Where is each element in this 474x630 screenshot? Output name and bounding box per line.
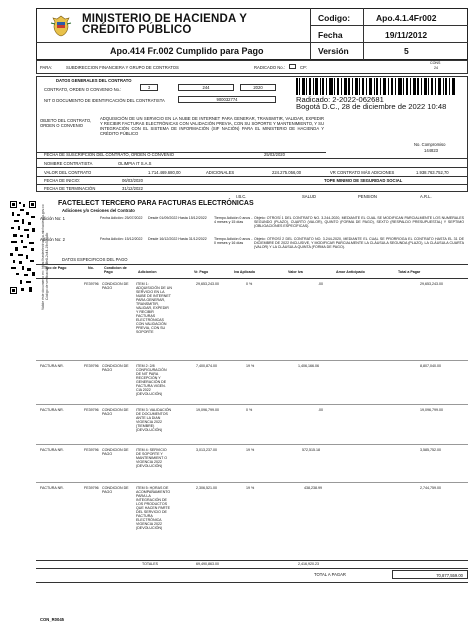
row-no: FE39796 bbox=[84, 364, 99, 368]
row-total: 19,096,799.00 bbox=[420, 408, 443, 412]
adicion-2-objeto: Objeto: OTROSÍ 2 DEL CONTRATO NO. 3.244-2020, MEDIANTE EL CUAL SE PRORROGA EL CONTRATO HASTA EL 31 DE DICIEMBRE DE 2022 INCLUSIVE, Y MODIFICAR PARCIALMENTE LA CLÁUSULA SEGUNDA (PLAZO), LA CLÁUSULA CUARTA (VALOR) Y LA CLÁUSULA QUINTA (FORMA DE PAGO). bbox=[254, 237, 464, 250]
cons-label: CONS bbox=[430, 61, 441, 65]
adicion-1-label: Adición No: 1 bbox=[40, 216, 65, 221]
adicion-1-tiempo: Tiempo Adición 0 anos - 4 meses y 15 días bbox=[214, 216, 253, 225]
adicion-2-rango: Desde 16/12/2022 Hasta 31/12/2022 bbox=[148, 237, 207, 241]
row-total: 29,653,243.00 bbox=[420, 282, 443, 286]
row-no: FE39796 bbox=[84, 486, 99, 490]
row-condicion: CONDICION DE PAGO bbox=[102, 448, 129, 456]
version-label: Versión bbox=[318, 46, 349, 56]
especificos-label: DATOS ESPECIFICOS DEL PAGO bbox=[62, 257, 128, 262]
row-descripcion: ITEM 4: SERVICIO DE SOPORTE Y MANTENIMIENT O VIGENCIA 2022 (DEVOLUCIÓN) bbox=[136, 448, 168, 468]
row-iva: 19 % bbox=[246, 486, 255, 490]
row-vr-pago: 29,653,243.00 bbox=[196, 282, 219, 286]
col-valor-iva: Valor Iva bbox=[288, 270, 303, 274]
row-valor-iva: .00 bbox=[318, 408, 323, 412]
col-total: Total a Pagar bbox=[398, 270, 421, 274]
col-no: No. bbox=[88, 266, 94, 270]
ministry-name: MINISTERIO DE HACIENDA Y CRÉDITO PÚBLICO bbox=[82, 13, 248, 36]
para-value: SUBDIRECCION FINANCIERA Y GRUPO DE CONTRATOS bbox=[66, 65, 179, 70]
salud-label: SALUD bbox=[302, 194, 316, 199]
adicion-1-objeto: Objeto: OTROSÍ 1 DEL CONTRATO NO. 3.244-2020, MEDIANTE EL CUAL SE MODIFICAN PARCIALMENTE LOS NUMERALES SEGUNDO (PLAZO), CUARTO (VALOR), QUINTO (FORMA DE PAGO), SEXTO (RESPALDO PRESUPUESTAL) Y SEPTIMO (OBLIGACIONES ESPECÍFICAS). bbox=[254, 216, 464, 229]
row-no: FE39796 bbox=[84, 448, 99, 452]
row-descripcion: ITEM 2: 2/8 CONFIGURACIÓN DE NIT PARA RECEPCIÓN Y GENERACIÓN DE FACTURA VIGEN. CIA 2022 (DEVOLUCIÓN) bbox=[136, 364, 167, 396]
row-tipo: FACTURA NR. bbox=[40, 408, 64, 412]
adiciones-label: ADICIONALES bbox=[206, 170, 235, 175]
col-vr-pago: Vr. Pago bbox=[194, 270, 209, 274]
tope-label: TOPE MINIMO DE SEGURIDAD SOCIAL bbox=[324, 178, 403, 183]
footer-code: CON_R0045 bbox=[40, 617, 64, 622]
contratista-value: OLIMPIA IT S.A.S bbox=[118, 161, 152, 166]
row-iva: 0 % bbox=[246, 408, 253, 412]
verification-qr-code bbox=[9, 200, 39, 300]
contratista-label: NOMBRE CONTRATISTA bbox=[44, 161, 93, 166]
contrato-year: 2020 bbox=[240, 84, 276, 91]
contrato-id: 244 bbox=[178, 84, 234, 91]
suscripcion-label: FECHA DE SUSCRIPCIÓN DEL CONTRATO, ORDEN O CONVENIO bbox=[44, 152, 174, 157]
adicion-2-label: Adición No: 2 bbox=[40, 237, 65, 242]
row-valor-iva: 1,406,166.06 bbox=[298, 364, 319, 368]
form-title: Apo.414 Fr.002 Cumplido para Pago bbox=[110, 46, 264, 56]
fecha-label: Fecha bbox=[318, 30, 343, 40]
cons-value: 24 bbox=[434, 66, 438, 70]
verification-code-text: Código de verificación: 4fe8-2c44-19c5-aa8c bbox=[45, 232, 49, 300]
contract-section-title: DATOS GENERALES DEL CONTRATO bbox=[56, 78, 132, 83]
contrato-num: 3 bbox=[140, 84, 158, 91]
nit-value: 900032774 bbox=[178, 96, 276, 103]
cp-label: CP: bbox=[300, 65, 307, 70]
fecha-value: 19/11/2012 bbox=[385, 30, 428, 40]
suscripcion-value: 25/03/2020 bbox=[264, 152, 285, 157]
terminacion-label: FECHA DE TERMINACIÓN bbox=[44, 186, 96, 191]
arl-label: A.R.L. bbox=[420, 194, 432, 199]
radicado-date: Bogotá D.C., 28 de diciembre de 2022 10:48 bbox=[296, 102, 447, 111]
row-vr-pago: 7,400,874.00 bbox=[196, 364, 217, 368]
row-tipo: FACTURA NR. bbox=[40, 486, 64, 490]
totales-iva: 2,416,920.23 bbox=[298, 562, 319, 566]
row-condicion: CONDICION DE PAGO bbox=[102, 282, 129, 290]
totales-label: TOTALES bbox=[142, 562, 159, 566]
adicion-2-fecha: Fecha Adición: 15/12/2022 bbox=[100, 237, 143, 241]
objeto-text: ADQUISICIÓN DE UN SERVICIO EN LA NUBE DE INTERNET PARA GENERAR, TRANSMITIR, VALIDAR, EXPEDIR Y RECIBIR FACTURAS ELECTRÓNICAS CON VALIDACIÓN PREVIA, CON SU SOPORTE Y MANTENIMIENTO, Y SU INTEGRACIÓN CON EL SISTEMA DE INFORMACIÓN (SIF NACIÓN) PARA EL MINISTERIO DE HACIENDA Y CRÉDITO PÚBLICO bbox=[100, 116, 324, 136]
terminacion-value: 31/12/2022 bbox=[122, 186, 143, 191]
row-vr-pago: 3,013,237.00 bbox=[196, 448, 217, 452]
row-vr-pago: 2,306,521.00 bbox=[196, 486, 217, 490]
radicado-box bbox=[289, 64, 296, 69]
col-tipo: Tipo de Pago bbox=[44, 266, 67, 270]
radicado-number: Radicado: 2-2022-062681 bbox=[296, 95, 384, 104]
row-valor-iva: .00 bbox=[318, 282, 323, 286]
col-amor: Amor Anticipado bbox=[336, 270, 365, 274]
row-valor-iva: 572,515.18 bbox=[302, 448, 320, 452]
row-no: FE39796 bbox=[84, 408, 99, 412]
col-adicion: Adicion/on bbox=[138, 270, 157, 274]
row-total: 3,585,752.00 bbox=[420, 448, 441, 452]
no-compromiso-value: 144823 bbox=[424, 148, 438, 153]
row-tipo: FACTURA NR. bbox=[40, 364, 64, 368]
total-pagar-label: TOTAL A PAGAR bbox=[314, 572, 346, 577]
row-descripcion: ITEM 3: VALIDACIÓN DE DOCUMENTOS ANTE LA DIAN VIGENCIA 2022 (TIEMBRE) (DEVOLUCIÓN) bbox=[136, 408, 172, 432]
row-no: FE39796 bbox=[84, 282, 99, 286]
row-total: 2,744,759.00 bbox=[420, 486, 441, 490]
facturas-title: FACTELECT TERCERO PARA FACTURAS ELECTRÓNICAS bbox=[58, 200, 254, 207]
colombia-coat-of-arms-icon bbox=[48, 14, 74, 38]
row-iva: 0 % bbox=[246, 282, 253, 286]
contrato-label: CONTRATO, ORDEN O CONVENIO No.: bbox=[44, 87, 122, 92]
verification-url-text: Valide éste documento en: https://sedeelectronica.minhacienda.gov.co bbox=[41, 204, 45, 310]
nit-label: NIT O DOCUMENTO DE IDENTIFICACIÓN DEL CONTRATISTA bbox=[44, 98, 165, 103]
valor-label: VALOR DEL CONTRATO bbox=[44, 170, 92, 175]
adicion-1-fecha: Fecha Adición: 25/07/2022 bbox=[100, 216, 143, 220]
codigo-label: Codigo: bbox=[318, 13, 351, 23]
totales-vr: 69,490,863.00 bbox=[196, 562, 219, 566]
adicion-2-tiempo: Tiempo Adición 0 anos - 0 meses y 16 días bbox=[214, 237, 253, 246]
adiciones-value: 224.275.056,00 bbox=[272, 170, 302, 175]
col-condicion: Condicion de Pago bbox=[104, 266, 127, 275]
row-tipo: FACTURA NR. bbox=[40, 448, 64, 452]
row-condicion: CONDICION DE PAGO bbox=[102, 364, 129, 372]
total-pagar-value: 70,877,559.00 bbox=[392, 570, 468, 579]
version-value: 5 bbox=[404, 46, 409, 56]
row-condicion: CONDICION DE PAGO bbox=[102, 408, 129, 416]
row-valor-iva: 438,238.99 bbox=[304, 486, 322, 490]
row-total: 8,807,040.00 bbox=[420, 364, 441, 368]
vr-contrato-value: 1.938.763.752,70 bbox=[416, 170, 449, 175]
row-iva: 19 % bbox=[246, 448, 255, 452]
row-condicion: CONDICION DE PAGO bbox=[102, 486, 129, 494]
objeto-label: OBJETO DEL CONTRATO, ORDEN O CONVENIO bbox=[40, 118, 92, 128]
col-iva-aplicado: Iva Aplicado bbox=[234, 270, 256, 274]
row-vr-pago: 19,096,799.00 bbox=[196, 408, 219, 412]
adiciones-subtitle: Adiciones y/o Cesiones del Contrato bbox=[62, 208, 135, 213]
valor-value: 1.714.469.680,00 bbox=[148, 170, 181, 175]
radicado-barcode bbox=[296, 78, 456, 95]
pension-label: PENSION bbox=[358, 194, 377, 199]
row-descripcion: ITEM 5: HORAS DE ACOMPAÑAMIENTO PARA LA INTEGRACIÓN DE LOS PRODUCTOS QUE HACEN PARTE DEL SERVICIO DE FACTURA ELECTRÓNICA VIGENCIA 2022 (DEVOLUCIÓN) bbox=[136, 486, 171, 530]
ibc-label: I.B.C. bbox=[236, 194, 247, 199]
para-label: PARA: bbox=[40, 65, 53, 70]
codigo-value: Apo.4.1.4Fr002 bbox=[376, 13, 437, 23]
row-iva: 19 % bbox=[246, 364, 255, 368]
radicado-label: RADICADO No.: bbox=[254, 65, 285, 70]
adicion-1-rango: Desde 01/09/2022 Hasta 15/12/2022 bbox=[148, 216, 207, 220]
inicio-label: FECHA DE INICIO: bbox=[44, 178, 81, 183]
no-compromiso-label: No. Compromiso bbox=[414, 142, 446, 147]
row-descripcion: ITEM 1: ADQUISICIÓN DE UN SERVICIO EN LA NUBE DE INTERNET PARA GENERAR, TRANSMITIR, VALIDAR, EXPEDIR Y RECIBIR FACTURAS ELECTRÓNICAS CON VALIDACIÓN PREVIA, CON SU SOPORTE bbox=[136, 282, 172, 334]
inicio-value: 06/03/2020 bbox=[122, 178, 143, 183]
vr-contrato-label: VR CONTRATO MÁS ADICIONES bbox=[330, 170, 395, 175]
